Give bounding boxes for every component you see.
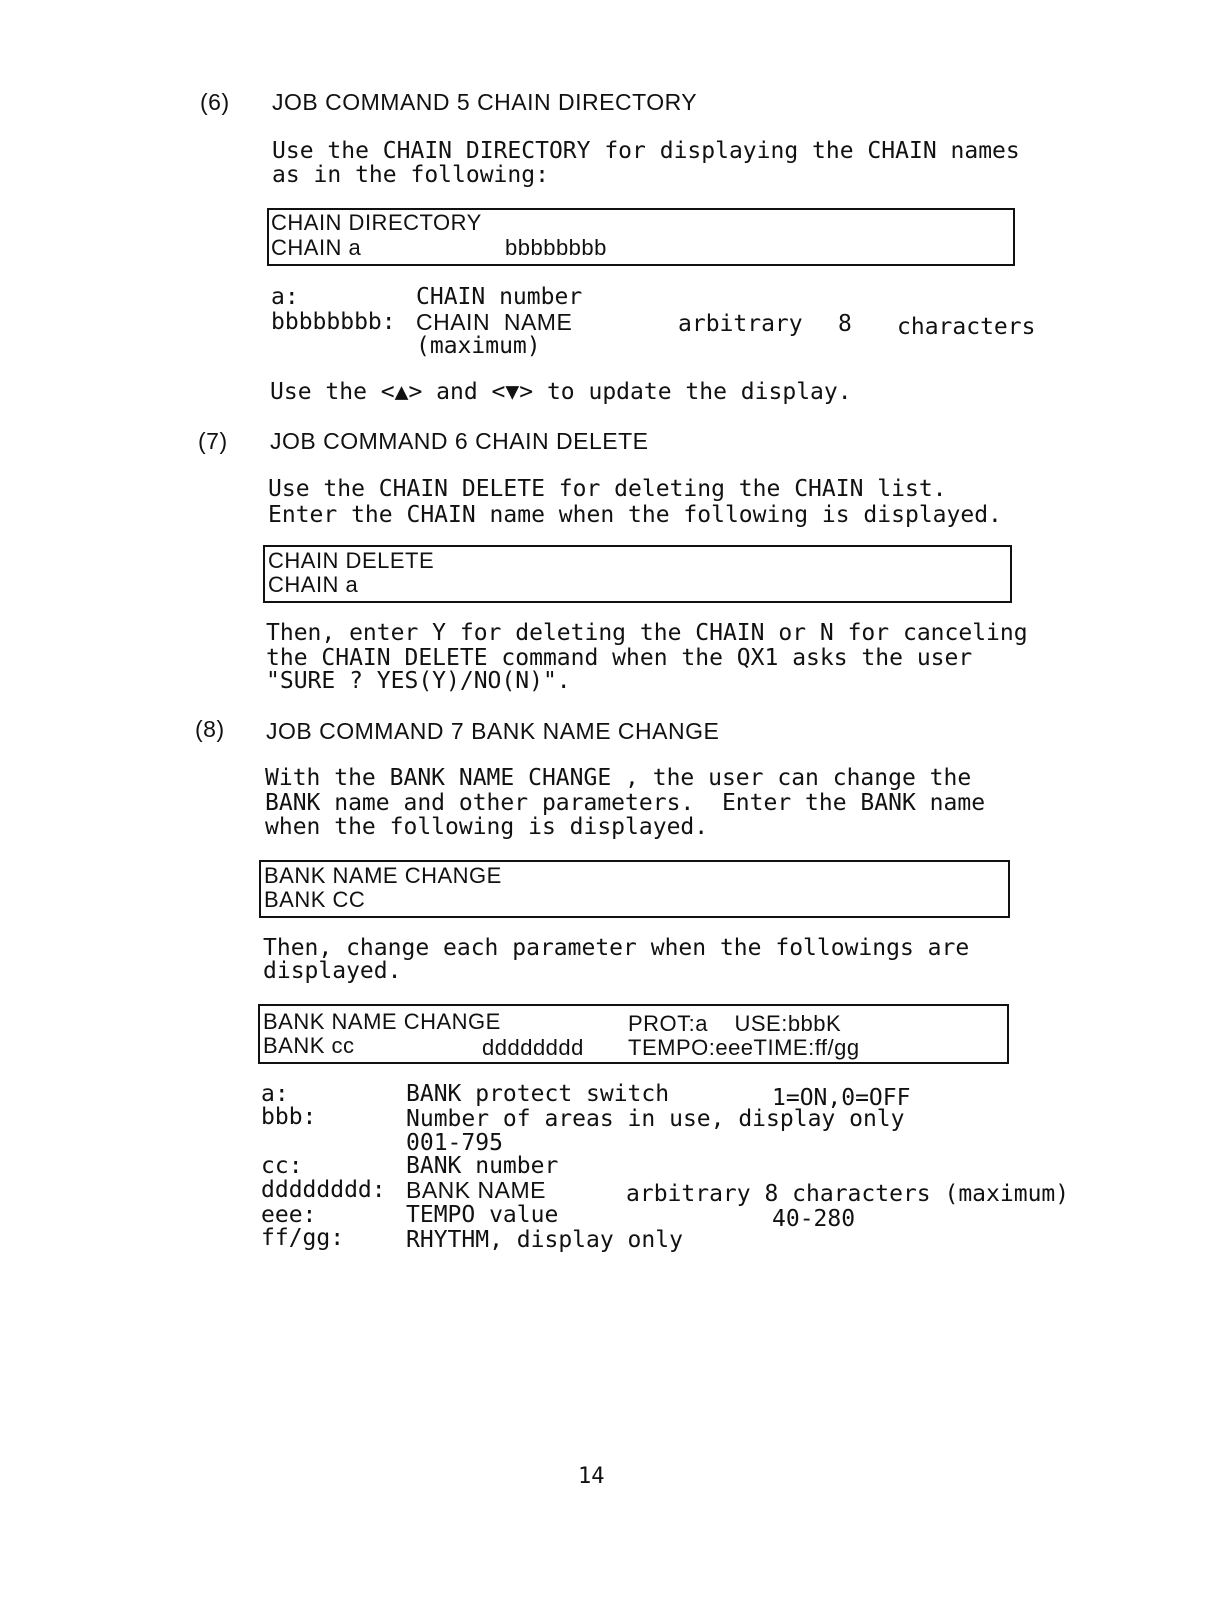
def-extra: 1=ON,0=OFF [772,1085,911,1111]
intro-text-8-line2: BANK name and other parameters. Enter the BANK name [265,790,986,816]
lcd-display-chain-directory [267,208,1015,266]
lcd-line-2: BANK CC [264,887,366,912]
then-text-8-line1: Then, change each parameter when the followings are [263,935,970,961]
intro-text-6-line2: as in the following: [272,162,549,188]
def-key-a: a: [271,284,299,310]
update-display-text: Use the <▲> and <▼> to update the display. [270,379,852,405]
intro-text-8-line1: With the BANK NAME CHANGE , the user can change the [265,765,972,791]
then-text-8-line2: displayed. [263,958,402,984]
section-number-7: (7) [198,428,228,454]
lcd-line-2-tempo: TEMPO:eeeTIME:ff/gg [628,1035,860,1060]
def-key: bbb: [261,1104,317,1130]
def-key: dddddddd: [261,1177,386,1203]
def-key-b: bbbbbbbb: [271,309,396,335]
section-title-8: JOB COMMAND 7 BANK NAME CHANGE [266,718,720,744]
def-val: BANK NAME [406,1177,546,1203]
def-extra-characters: characters [897,314,1036,340]
def-val: RHYTHM, display only [406,1227,683,1253]
lcd-line-2-name: dddddddd [482,1035,584,1060]
def-val-b: CHAIN NAME [416,309,573,335]
def-extra-arbitrary: arbitrary [678,311,803,337]
lcd-line-2: CHAIN a [268,572,359,597]
def-extra: arbitrary 8 characters (maximum) [626,1181,1070,1207]
page-number: 14 [578,1464,605,1489]
lcd-line-1: CHAIN DELETE [268,548,435,573]
lcd-display-bank-parameters [258,1004,1009,1064]
lcd-line-2-label: BANK cc [263,1033,355,1058]
lcd-display-bank-name-change [259,860,1010,918]
lcd-line-1-status: PROT:a USE:bbbK [628,1011,842,1036]
then-text-7-line1: Then, enter Y for deleting the CHAIN or N for canceling [266,620,1028,646]
def-key: cc: [261,1153,303,1179]
def-key: a: [261,1081,289,1107]
section-title-7: JOB COMMAND 6 CHAIN DELETE [270,428,649,454]
def-extra-8: 8 [838,311,852,337]
intro-text-6-line1: Use the CHAIN DIRECTORY for displaying the CHAIN names [272,138,1020,164]
lcd-line-1: CHAIN DIRECTORY [271,210,482,235]
def-cont-maximum: (maximum) [416,333,541,359]
def-val: BANK number [406,1153,559,1179]
def-extra: 40-280 [772,1206,856,1232]
def-val: BANK protect switch [406,1081,670,1107]
lcd-line-2-value: bbbbbbbb [505,235,607,260]
intro-text-8-line3: when the following is displayed. [265,814,709,840]
def-val: 001-795 [406,1130,503,1156]
section-title-6: JOB COMMAND 5 CHAIN DIRECTORY [272,89,698,115]
lcd-line-1-label: BANK NAME CHANGE [263,1009,501,1034]
def-key: ff/gg: [261,1225,345,1251]
def-val: Number of areas in use, display only [406,1106,905,1132]
lcd-line-1: BANK NAME CHANGE [264,863,502,888]
then-text-7-line3: "SURE ? YES(Y)/NO(N)". [266,668,571,694]
section-number-6: (6) [200,89,230,115]
then-text-7-line2: the CHAIN DELETE command when the QX1 asks the user [266,645,973,671]
def-val-a: CHAIN number [416,284,583,310]
intro-text-7-line2: Enter the CHAIN name when the following is displayed. [268,502,1002,528]
section-number-8: (8) [195,716,225,742]
lcd-display-chain-delete [263,545,1012,603]
def-key: eee: [261,1202,317,1228]
intro-text-7-line1: Use the CHAIN DELETE for deleting the CHAIN list. [268,476,947,502]
lcd-line-2-label: CHAIN a [271,235,362,260]
def-val: TEMPO value [406,1202,559,1228]
